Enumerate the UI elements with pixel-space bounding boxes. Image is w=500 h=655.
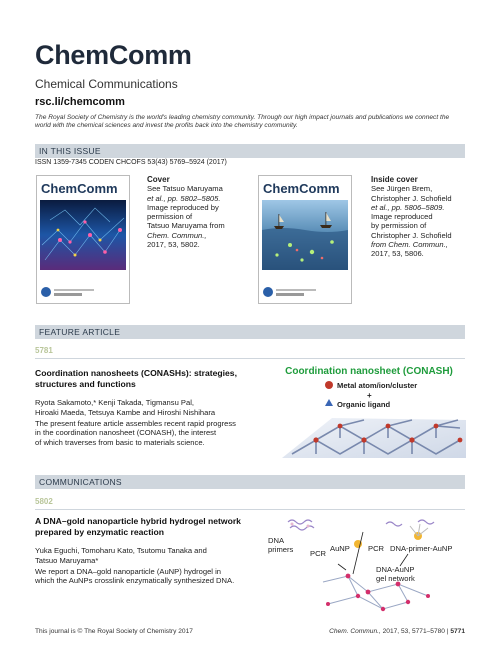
inside-cover-footer-text bbox=[276, 289, 316, 291]
journal-subtitle: Chemical Communications bbox=[35, 77, 178, 91]
conash-legend-ligand: Organic ligand bbox=[337, 400, 391, 409]
cover-line-7: 2017, 53, 5802. bbox=[147, 240, 200, 250]
cover-line-6: Chem. Commun., bbox=[147, 230, 207, 240]
communication-abstract-2: which the AuNPs crosslink enzymatically synthesized DNA. bbox=[35, 576, 235, 586]
dna-gel-scheme bbox=[268, 514, 468, 614]
aunp-label: AuNP bbox=[330, 544, 350, 553]
cover-line-1: See Tatsuo Maruyama bbox=[147, 184, 223, 194]
journal-title: ChemComm bbox=[35, 40, 192, 70]
feature-article-page[interactable]: 5781 bbox=[35, 346, 53, 355]
pcr-label-2: PCR bbox=[368, 544, 385, 553]
cover-footer-text bbox=[54, 289, 94, 291]
pcr-label-1: PCR bbox=[310, 549, 327, 558]
rsc-logo-icon bbox=[263, 287, 273, 297]
issn-line: ISSN 1359-7345 CODEN CHCOFS 53(43) 5769–5924 (2017) bbox=[35, 159, 227, 166]
feature-article-abstract-2: in the coordination nanosheet (CONASH), the interest bbox=[35, 428, 217, 438]
in-this-issue-heading: IN THIS ISSUE bbox=[39, 146, 101, 156]
inside-cover-artwork bbox=[262, 200, 348, 270]
cover-line-4: permission of bbox=[147, 212, 193, 222]
communication-abstract-1: We report a DNA–gold nanoparticle (AuNP) hydrogel in bbox=[35, 567, 222, 576]
ligand-legend-icon bbox=[325, 399, 333, 406]
feature-article-authors-2: Hiroaki Maeda, Tetsuya Kambe and Hiroshi Nishihara bbox=[35, 407, 216, 417]
inside-cover-image[interactable] bbox=[258, 175, 352, 304]
communication-authors-1: Yuka Eguchi, Tomoharu Kato, Tsutomu Tanaka and bbox=[35, 546, 207, 555]
communication-page[interactable]: 5802 bbox=[35, 497, 53, 506]
communication-authors-2: Tatsuo Maruyama* bbox=[35, 555, 99, 565]
conash-graphic bbox=[272, 366, 466, 458]
rsc-logo-icon bbox=[41, 287, 51, 297]
inside-cover-footer-bar bbox=[276, 293, 304, 296]
feature-article-heading: FEATURE ARTICLE bbox=[39, 327, 121, 337]
footer-citation bbox=[329, 628, 465, 635]
inside-cover-line-3: et al., pp. 5806–5809. bbox=[371, 202, 445, 212]
cover-artwork bbox=[40, 200, 126, 270]
cover-image[interactable] bbox=[36, 175, 130, 304]
metal-legend-icon bbox=[325, 381, 333, 389]
feature-article-abstract-3: of which traverses from basic to materials science. bbox=[35, 437, 205, 447]
inside-cover-label: Inside cover bbox=[371, 175, 418, 184]
dna-primers-label-2: primers bbox=[268, 545, 294, 554]
feature-article-band bbox=[35, 325, 465, 339]
dna-primers-label bbox=[268, 536, 293, 554]
communication-title-2[interactable]: prepared by enzymatic reaction bbox=[35, 526, 164, 537]
inside-cover-masthead: ChemComm bbox=[263, 181, 340, 196]
gel-label-1: DNA-AuNP bbox=[376, 565, 415, 574]
dna-aunp-gel-label bbox=[376, 565, 415, 583]
feature-article-authors-1: Ryota Sakamoto,* Kenji Takada, Tigmansu Pal, bbox=[35, 398, 194, 407]
conash-graphic-heading: Coordination nanosheet (CONASH) bbox=[285, 366, 453, 377]
cover-line-5: Tatsuo Maruyama from bbox=[147, 221, 225, 231]
communication-title-1[interactable]: A DNA–gold nanoparticle hybrid hydrogel network bbox=[35, 516, 241, 526]
cover-line-2: et al., pp. 5802–5805. bbox=[147, 193, 221, 203]
inside-cover-line-2: Christopher J. Schofield bbox=[371, 193, 452, 203]
dna-primer-aunp-label: DNA-primer-AuNP bbox=[390, 544, 453, 553]
inside-cover-line-8: 2017, 53, 5806. bbox=[371, 249, 424, 259]
gel-label-2: gel network bbox=[376, 574, 415, 583]
rsc-blurb: The Royal Society of Chemistry is the world's leading chemistry community. Through our high impact journals and publications we connect the world with the chemical sciences and invest the profits back into the chemistry community. bbox=[35, 114, 450, 130]
dna-gel-graphic bbox=[268, 514, 468, 614]
conash-legend-metal: Metal atom/ion/cluster bbox=[337, 381, 418, 390]
conash-legend-plus: + bbox=[367, 391, 372, 400]
journal-url-link[interactable]: rsc.li/chemcomm bbox=[35, 96, 125, 108]
cover-label: Cover bbox=[147, 175, 170, 184]
footer-journal: Chem. Commun., bbox=[329, 628, 381, 635]
feature-article-abstract-1: The present feature article assembles recent rapid progress bbox=[35, 419, 236, 428]
divider bbox=[35, 358, 465, 359]
in-this-issue-band bbox=[35, 144, 465, 158]
inside-cover-line-5: by permission of bbox=[371, 221, 427, 231]
inside-cover-caption bbox=[371, 175, 467, 259]
communications-heading: COMMUNICATIONS bbox=[39, 477, 122, 487]
footer-volume: 2017, 53, 5771–5780 | bbox=[380, 628, 451, 635]
cover-masthead: ChemComm bbox=[41, 181, 118, 196]
footer-copyright: This journal is © The Royal Society of Chemistry 2017 bbox=[35, 628, 193, 635]
inside-cover-line-7: from Chem. Commun., bbox=[371, 240, 448, 250]
communication-entry bbox=[35, 516, 270, 586]
communications-band bbox=[35, 475, 465, 489]
footer-page-number: 5771 bbox=[450, 628, 465, 635]
divider bbox=[35, 509, 465, 510]
feature-article-title-1[interactable]: Coordination nanosheets (CONASHs): strategies, bbox=[35, 368, 237, 378]
feature-article-title-2[interactable]: structures and functions bbox=[35, 378, 136, 389]
inside-cover-line-4: Image reproduced bbox=[371, 212, 433, 222]
cover-caption bbox=[147, 175, 227, 249]
cover-footer-bar bbox=[54, 293, 82, 296]
feature-article-entry bbox=[35, 368, 265, 447]
inside-cover-line-1: See Jürgen Brem, bbox=[371, 184, 433, 194]
cover-line-3: Image reproduced by bbox=[147, 202, 219, 212]
inside-cover-line-6: Christopher J. Schofield bbox=[371, 230, 452, 240]
dna-primers-label-1: DNA bbox=[268, 536, 285, 545]
